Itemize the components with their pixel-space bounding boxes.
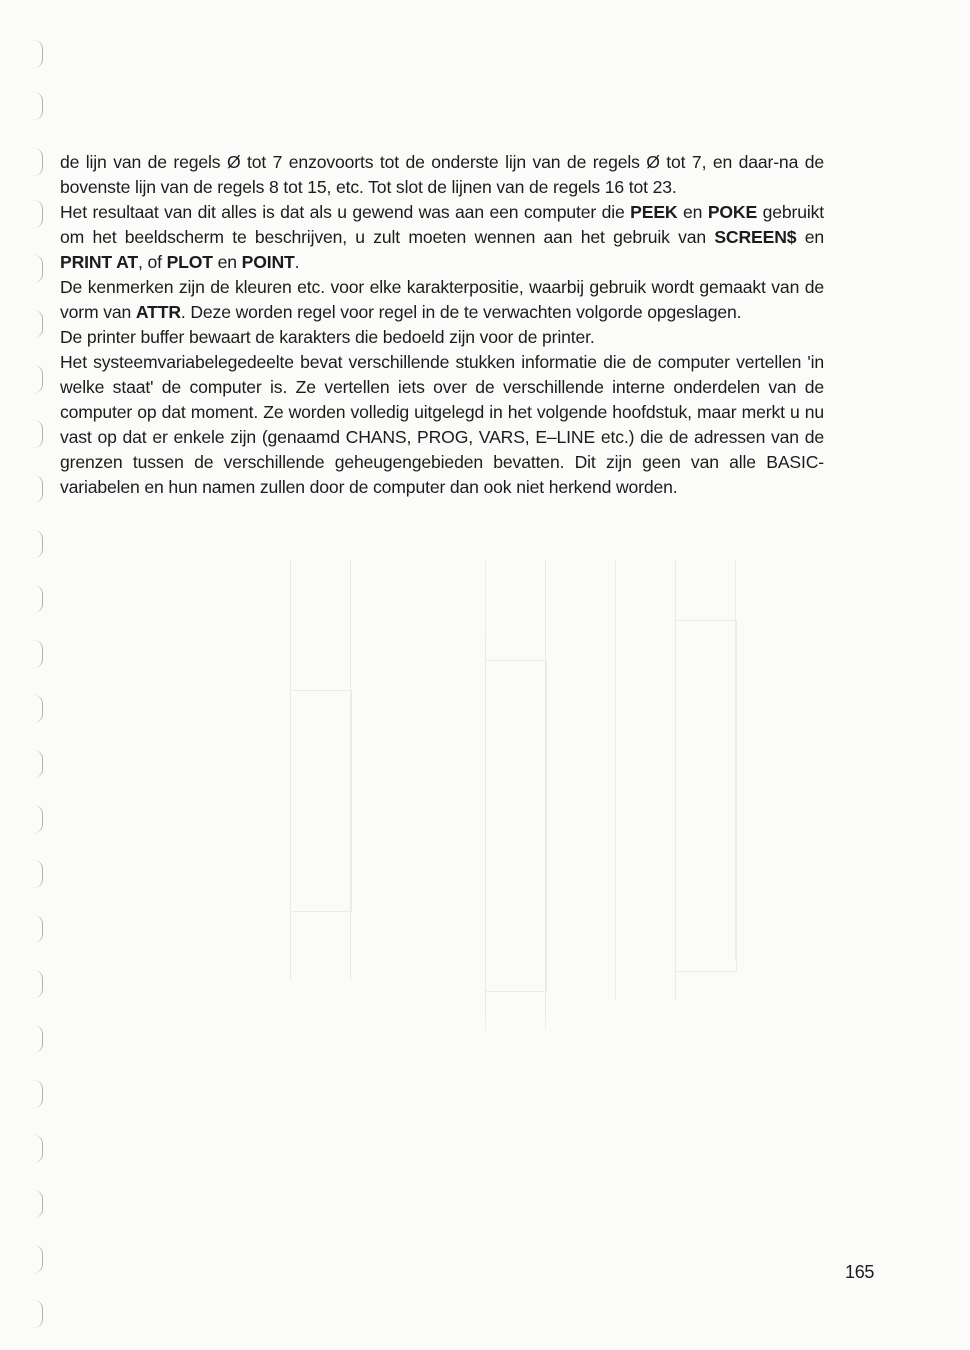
paragraph [60,150,824,200]
text-run: . [294,252,300,272]
text-run: en [796,227,824,247]
bold-keyword: ATTR [135,302,181,322]
text-run: en [677,202,708,222]
text-run: , of [137,252,167,272]
paragraph [60,350,824,500]
text-run: Het resultaat van dit alles is dat als u gewend was aan een computer die [60,202,631,222]
text-run: De kenmerken zijn de kleuren etc. voor elke karakterpositie, waarbij gebruik wordt gemaakt van de vorm van [60,277,824,322]
text-run: . Deze worden regel voor regel in de te verwachten volgorde opgeslagen. [180,302,742,322]
bold-keyword: SCREEN$ [714,227,797,247]
bold-keyword: PRINT AT [60,252,138,272]
binding-holes [28,20,52,1340]
bold-keyword: POKE [707,202,758,222]
paragraph [60,325,824,350]
text-run: de lijn van de regels Ø tot 7 enzovoorts tot de onderste lijn van de regels Ø tot 7, en daar-na de bovenste lijn van de regels 8 tot 15, etc. Tot slot de lijnen van de regels 16 tot 23. [60,152,824,197]
paragraph [60,275,824,325]
bold-keyword: POINT [241,252,295,272]
page-number: 165 [845,1262,875,1282]
bleed-through-diagram [280,560,820,1040]
bold-keyword: PEEK [630,202,678,222]
text-run: De printer buffer bewaart de karakters die bedoeld zijn voor de printer. [60,327,595,347]
text-run: gebruikt om het beeldscherm te beschrijven, u zult moeten wennen aan het gebruik van [60,202,825,247]
bold-keyword: PLOT [166,252,213,272]
body-text [60,150,824,500]
text-run: en [212,252,242,272]
text-run: Het systeemvariabelegedeelte bevat verschillende stukken informatie die de computer vertellen 'in welke staat' de computer is. Ze vertellen iets over de verschillende interne onderdelen van de computer op dat moment. Ze worden volledig uitgelegd in het volgende hoofdstuk, maar merkt u nu vast op dat er enkele zijn (genaamd CHANS, PROG, VARS, E–LINE etc.) die de adressen van de grenzen tussen de verschillende geheugengebieden bevatten. Dit zijn geen van alle BASIC-variabelen en hun namen zullen door de computer dan ook niet herkend worden. [60,352,824,497]
paragraph [60,200,824,275]
